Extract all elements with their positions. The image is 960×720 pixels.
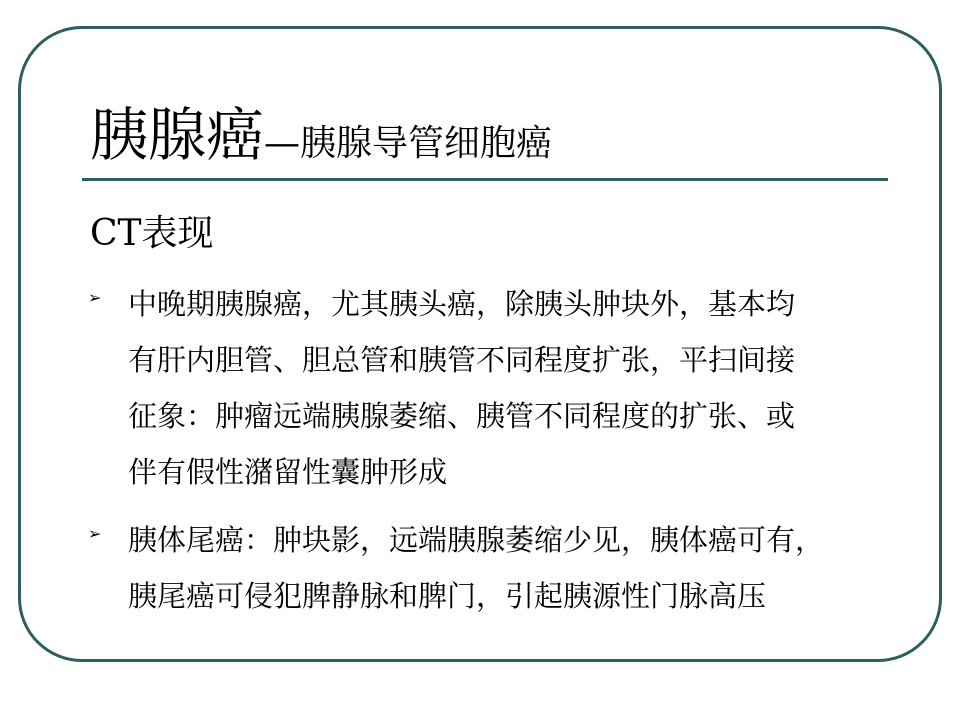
bullet-line: 胰尾癌可侵犯脾静脉和脾门，引起胰源性门脉高压: [128, 579, 767, 613]
title-main: 胰腺癌: [90, 101, 265, 169]
bullet-item-1: [88, 276, 888, 500]
bullet-list: [88, 276, 888, 636]
bullet-item-2: [88, 512, 888, 624]
bullet-line: 有肝内胆管、胆总管和胰管不同程度扩张，平扫间接: [128, 343, 796, 377]
section-heading: CT表现: [90, 213, 214, 254]
title-underline: [82, 178, 888, 181]
slide-title: [90, 101, 553, 169]
title-subtitle: —胰腺导管细胞癌: [264, 123, 553, 164]
bullet-line: 中晚期胰腺癌，尤其胰头癌，除胰头肿块外，基本均: [128, 287, 796, 321]
arrowhead-bullet-icon: ➢: [88, 524, 102, 543]
bullet-line: 伴有假性潴留性囊肿形成: [128, 455, 448, 489]
bullet-line: 胰体尾癌：肿块影，远端胰腺萎缩少见，胰体癌可有，: [128, 523, 825, 557]
arrowhead-bullet-icon: ➢: [88, 288, 102, 307]
bullet-line: 征象：肿瘤远端胰腺萎缩、胰管不同程度的扩张、或: [128, 399, 796, 433]
